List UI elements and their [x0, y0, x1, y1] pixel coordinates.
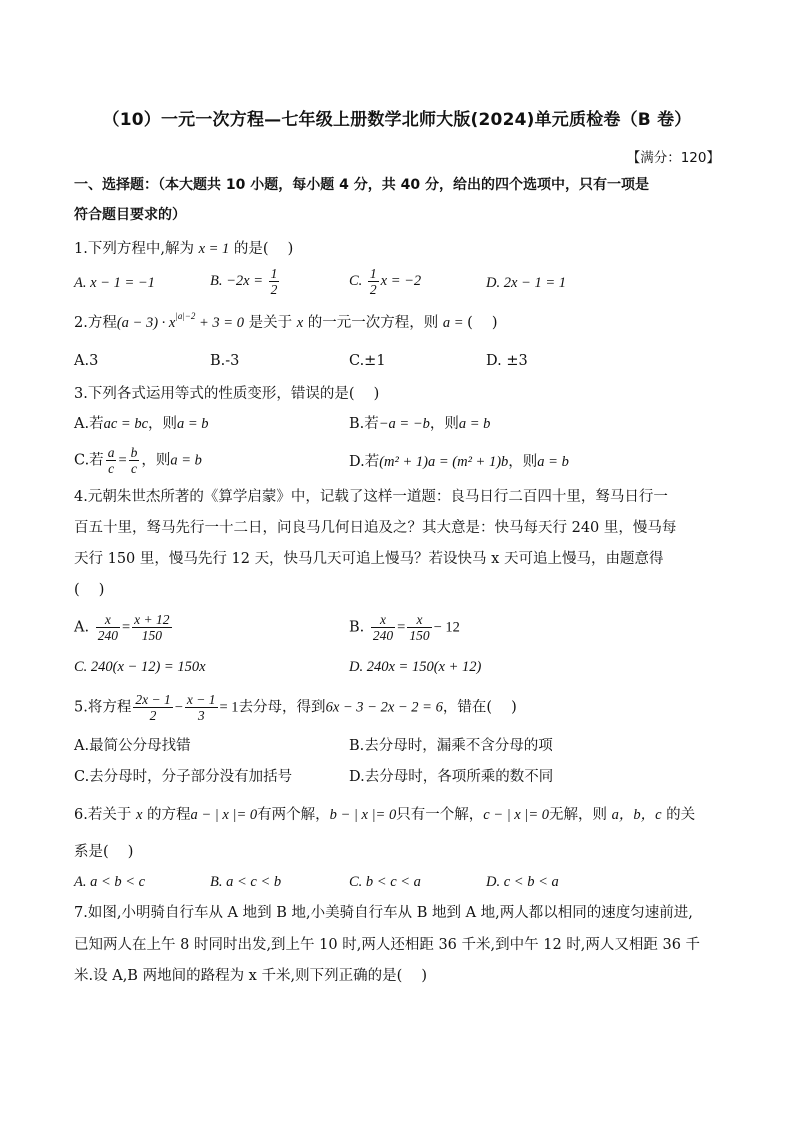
q3-c-res: a = b: [170, 452, 202, 469]
q1-eq: x = 1: [198, 241, 230, 257]
q5-option-a: A.最简公分母找错: [74, 738, 191, 754]
q6-option-b: B. a < c < b: [210, 874, 282, 890]
q4-a-equals: =: [121, 619, 131, 636]
q3-option-b: [349, 414, 490, 434]
question-1-stem: [74, 239, 293, 259]
question-3-stem: 3.下列各式运用等式的性质变形，错误的是( ): [74, 386, 380, 402]
q1-b-text: B. −2x =: [210, 272, 267, 289]
q2-option-c: C.±1: [349, 353, 386, 369]
q3-b-mid: ，则: [429, 416, 459, 432]
q1-b-fraction: $\frac{1}{2}$: [270, 266, 278, 297]
q5-option-b: B.去分母时，漏乘不含分母的项: [349, 738, 553, 754]
q5-option-d: D.去分母时，各项所乘的数不同: [349, 769, 554, 785]
q3-d-eq: (m² + 1)a = (m² + 1)b: [379, 454, 509, 470]
q6-text-b: 的方程: [142, 807, 191, 823]
q6-var: x: [135, 807, 143, 823]
q1-c-label: C.: [349, 272, 366, 289]
question-4-line-3: 天行 150 里，慢马先行 12 天，快马几天可追上慢马？若设快马 x 天可追上慢马，由题意得: [74, 551, 664, 567]
full-score-label: 【满分：120】: [626, 150, 720, 166]
q5-text-c: ，错在( ): [442, 699, 517, 716]
q3-option-c: [74, 445, 202, 476]
q2-exponent: |a|−2: [175, 311, 196, 321]
q4-option-a: [74, 612, 174, 643]
q4-a-frac-1: $\frac{x}{240}$: [97, 612, 118, 643]
q6-eq-1: a − | x |= 0: [190, 807, 258, 823]
q5-minus: −: [174, 699, 183, 716]
q5-eq2: 6x − 3 − 2x − 2 = 6: [325, 699, 443, 716]
q5-eq1: = 1: [219, 699, 239, 716]
q6-eq-2: b − | x |= 0: [329, 807, 397, 823]
q5-frac-2: $\frac{x - 1}{3}$: [186, 692, 216, 723]
q4-a-label: A.: [74, 619, 94, 636]
q2-option-a: A.3: [74, 353, 99, 369]
q2-eq-cont: + 3 = 0: [195, 315, 244, 331]
q1-option-b: [210, 266, 281, 297]
section-1-heading-cont: 符合题目要求的）: [74, 207, 186, 223]
section-1-heading: 一、选择题：（本大题共 10 小题，每小题 4 分，共 40 分，给出的四个选项中，只有一项是: [74, 177, 649, 193]
q6-option-a: A. a < b < c: [74, 874, 146, 890]
q4-b-equals: =: [397, 619, 406, 636]
question-2-stem: [74, 313, 498, 333]
q6-eq-3: c − | x |= 0: [483, 807, 550, 823]
q6-text-d: 只有一个解，: [396, 807, 484, 823]
q3-a-mid: ，则: [148, 416, 177, 432]
q2-text-c: 的一元一次方程，则: [303, 315, 443, 331]
q3-c-frac-2: $\frac{b}{c}$: [130, 445, 138, 476]
question-5-stem: [74, 692, 517, 723]
q6-text-c: 有两个解，: [257, 807, 330, 823]
q2-eq: (a − 3) · x: [116, 315, 176, 331]
question-4-line-1: 4.元朝朱世杰所著的《算学启蒙》中，记载了这样一道题：良马日行二百四十里，驽马日行一: [74, 489, 668, 505]
q6-text-e: 无解，则: [549, 807, 612, 823]
q4-b-frac-2: $\frac{x}{150}$: [409, 612, 430, 643]
q6-option-d: D. c < b < a: [486, 874, 559, 890]
question-6-line-1: [74, 805, 695, 825]
q5-frac-1: $\frac{2x - 1}{2}$: [135, 692, 171, 723]
q2-ans: a =: [442, 315, 468, 331]
q3-c-equals: =: [118, 452, 127, 469]
question-4-line-4: ( ): [74, 582, 105, 598]
q3-b-res: a = b: [458, 416, 491, 432]
q3-b-label: B.若: [349, 416, 379, 432]
q5-text: 5.将方程: [74, 699, 132, 716]
q3-c-label: C.若: [74, 452, 104, 469]
q3-d-res: a = b: [537, 454, 569, 470]
question-6-line-2: 系是( ): [74, 844, 134, 860]
q2-option-d: D. ±3: [486, 353, 528, 369]
q3-a-label: A.若: [74, 416, 104, 432]
q4-a-frac-2: $\frac{x + 12}{150}$: [134, 612, 170, 643]
q2-text-d: ( ): [467, 315, 498, 331]
q4-option-b: [349, 612, 460, 643]
q3-c-frac-1: $\frac{a}{c}$: [107, 445, 115, 476]
q2-var: x: [296, 315, 304, 331]
q1-c-text: x = −2: [380, 272, 422, 289]
question-7-line-2: 已知两人在上午 8 时同时出发,到上午 10 时,两人还相距 36 千米,到中午 12 时,两人又相距 36 千: [74, 937, 701, 953]
q3-d-label: D.若: [349, 454, 380, 470]
q2-option-b: B.-3: [210, 353, 240, 369]
q1-c-fraction: $\frac{1}{2}$: [369, 266, 377, 297]
q3-d-mid: ，则: [508, 454, 538, 470]
q3-b-eq: −a = −b: [378, 416, 430, 432]
q1-option-c: [349, 266, 421, 297]
q6-text-a: 6.若关于: [74, 807, 136, 823]
q1-text-end: 的是( ): [229, 241, 294, 257]
q3-a-res: a = b: [177, 416, 209, 432]
q4-b-frac-1: $\frac{x}{240}$: [372, 612, 394, 643]
q5-text-b: 去分母，得到: [238, 699, 326, 716]
q3-option-d: [349, 452, 569, 472]
q5-option-c: C.去分母时，分子部分没有加括号: [74, 769, 293, 785]
q2-text-b: 是关于: [243, 315, 297, 331]
q1-option-d: D. 2x − 1 = 1: [486, 275, 566, 291]
q1-option-a: A. x − 1 = −1: [74, 275, 155, 291]
q6-option-c: C. b < c < a: [349, 874, 421, 890]
q3-c-mid: ，则: [141, 452, 171, 469]
q4-b-minus: − 12: [433, 619, 460, 636]
question-7-line-1: 7.如图,小明骑自行车从 A 地到 B 地,小美骑自行车从 B 地到 A 地,两人都以相同的速度匀速前进,: [74, 905, 693, 921]
q3-option-a: [74, 414, 209, 434]
question-7-line-3: 米.设 A,B 两地间的路程为 x 千米,则下列正确的是( ): [74, 968, 427, 984]
question-4-line-2: 百五十里，驽马先行一十二日，问良马几何日追及之？其大意是：快马每天行 240 里，慢马每: [74, 520, 677, 536]
q6-vars: a，b，c: [611, 807, 662, 823]
q2-text: 2.方程: [74, 315, 117, 331]
q4-option-c: C. 240(x − 12) = 150x: [74, 659, 206, 675]
q3-a-eq: ac = bc: [103, 416, 148, 432]
exam-title: （10）一元一次方程—七年级上册数学北师大版(2024)单元质检卷（B 卷）: [102, 110, 692, 130]
q1-text: 1.下列方程中,解为: [74, 241, 199, 257]
q6-text-f: 的关: [661, 807, 696, 823]
q4-option-d: D. 240x = 150(x + 12): [349, 659, 482, 675]
q4-b-label: B.: [349, 619, 369, 636]
